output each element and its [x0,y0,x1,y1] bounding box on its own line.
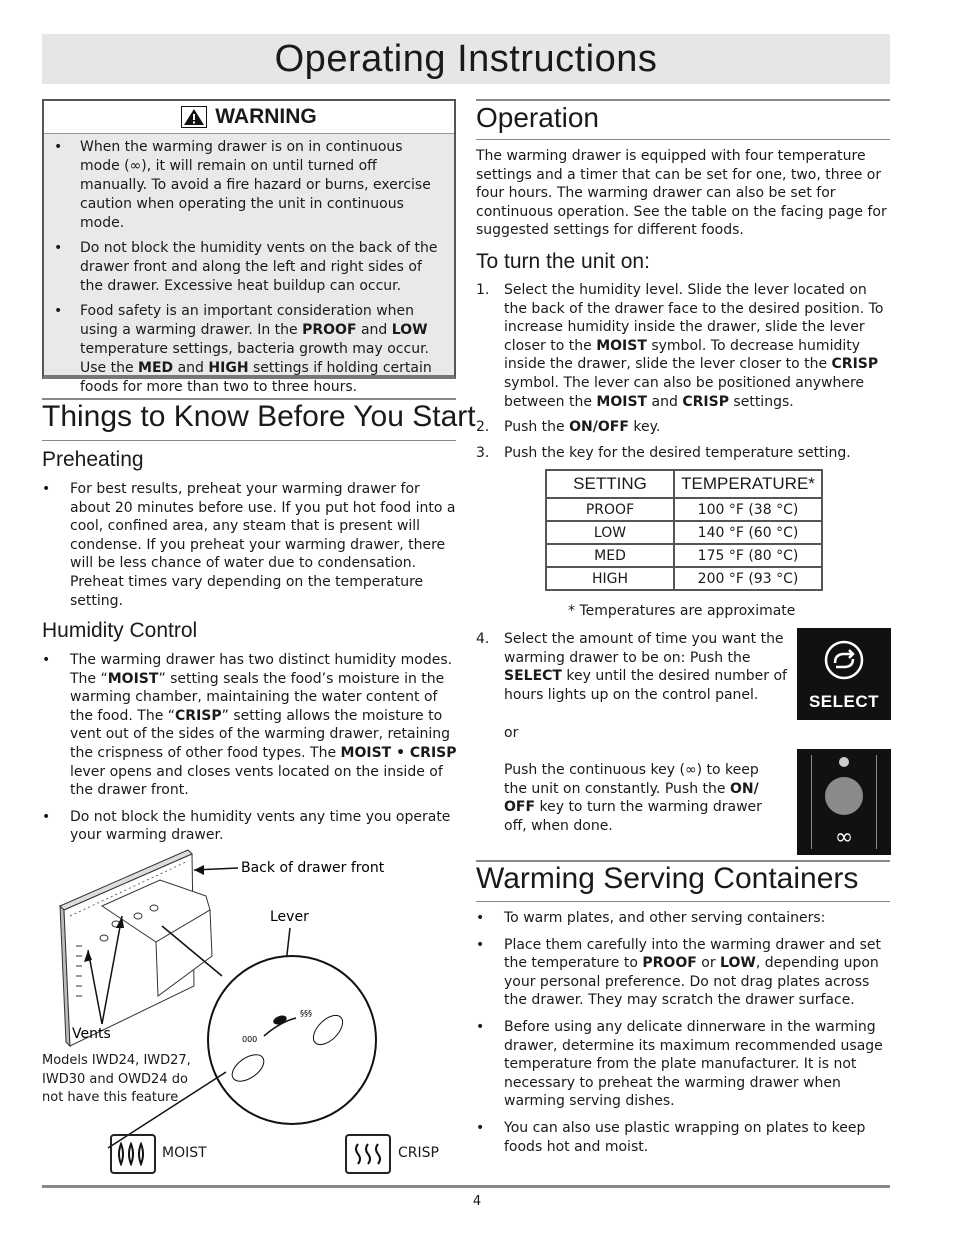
list-item [476,909,890,928]
svg-text:000: 000 [242,1035,258,1044]
table-body [546,498,822,590]
step-number: 2. [476,419,490,436]
step4-number: 4. [476,631,490,647]
moist-symbol-icon [110,1134,156,1174]
list-item [476,1018,890,1111]
text-run: key. [628,419,661,436]
turn-on-steps [476,281,890,469]
text-run: and [173,360,209,376]
list-item [476,1119,890,1156]
text-run: Push the continuous key (∞) to keep the unit on constantly. Push the [504,762,759,797]
table-cell: LOW [546,521,674,544]
bold-text: MOIST [596,393,648,410]
step-item [476,444,890,463]
text-run: Select the amount of time you want the warming drawer to be on: Push the [504,631,784,666]
text-run: Before using any delicate dinnerware in the warming drawer, determine its maximum recommended usage temperature from the plate manufacturer. It is not necessary to preheat the warming drawer when warming serving dishes. [504,1018,883,1110]
step-number: 3. [476,444,490,461]
text-run: ” setting seals the food’s moisture in the warming chamber, maintaining the water content of the food. The “ [70,670,445,724]
bold-text: CRISP [175,707,222,724]
warning-box [42,99,456,395]
table-header-temperature: TEMPERATURE* [674,470,822,498]
table-row [546,567,822,590]
text-run: Do not block the humidity vents any time you operate your warming drawer. [70,808,451,844]
bold-text: LOW [391,322,428,338]
operation-intro: The warming drawer is equipped with four temperature settings and a timer that can be set for one, two, three or four hours. The warming drawer can also be set for continuous operation. See the table on the facing page for suggested settings for different foods. [476,148,887,239]
bold-text: MOIST [596,337,647,354]
preheating-heading: Preheating [42,448,144,471]
text-run: Do not block the humidity vents on the back of the drawer front and along the left and right sides of the drawer. Excessive heat buildup can occur. [80,240,438,294]
back-of-drawer-label: Back of drawer front [241,860,385,876]
serving-heading: Warming Serving Containers [476,862,859,895]
warning-list [44,134,454,397]
list-item [52,239,446,296]
humidity-heading: Humidity Control [42,619,198,642]
bold-text: PROOF [302,322,357,338]
operation-rule [476,99,890,101]
table-cell: 100 °F (38 °C) [674,498,822,521]
table-row [546,544,822,567]
table-row [546,521,822,544]
bold-text: HIGH [208,360,249,376]
indicator-light-icon [839,757,849,767]
table-cell: HIGH [546,567,674,590]
text-run: ” setting allows the moisture to vent out of the sides of the warming drawer, retaining the crispness of other food types. The [70,707,451,761]
text-run: Push the [504,419,570,436]
text-run: For best results, preheat your warming drawer for about 20 minutes before use. If you put hot food into a cool, confined area, any steam that is present will condense. If you preheat your warming drawer, there will be less chance of water due to condensation. Preheat times vary depending on the temperature setting. [70,481,456,609]
select-key[interactable] [797,628,891,720]
warning-header [44,101,454,134]
text-run: , depending upon your personal preference. Do not drag plates across the drawer. They may scratch the drawer surface. [504,955,879,1009]
bold-text: CRISP [831,356,879,373]
warning-triangle-icon [181,106,207,128]
select-key-label: SELECT [808,692,880,711]
bold-text: ON/ OFF [504,780,759,816]
turn-on-heading: To turn the unit on: [476,250,650,273]
table-header-setting: SETTING [546,470,674,498]
text-run: Select the humidity level. Slide the lever located on the back of the drawer face to the desired position. To increase humidity inside the drawer, slide the lever closer to the [504,282,884,354]
page-number: 4 [472,1194,482,1209]
bold-text: PROOF [642,955,697,972]
text-run: key until the desired number of hours lights up on the control panel. [504,668,787,703]
table-cell: PROOF [546,498,674,521]
crisp-label: CRISP [398,1145,439,1161]
table-cell: 200 °F (93 °C) [674,567,822,590]
table-cell: 140 °F (60 °C) [674,521,822,544]
step-number: 1. [476,282,490,298]
step-item [476,281,890,411]
things-heading: Things to Know Before You Start [42,400,476,433]
preheating-list [42,480,458,618]
step4-or: or [504,725,519,741]
serving-underline [476,901,890,902]
drawer-diagram [42,846,458,1176]
bold-text: MOIST • CRISP [340,744,457,761]
vents-label: Vents [72,1026,111,1042]
lever-label: Lever [270,909,309,925]
list-item [42,808,458,845]
text-run: and [647,393,683,410]
bold-text: MED [138,360,174,376]
infinity-icon: ∞ [834,825,854,850]
step4-text [504,630,790,704]
text-run: symbol. To decrease humidity inside the drawer, slide the lever closer to the [504,337,861,373]
things-underline [42,440,456,441]
text-run: To warm plates, and other serving containers: [504,910,826,926]
text-run: symbol. The lever can also be positioned anywhere between the [504,374,865,410]
text-run: Push the key for the desired temperature setting. [504,444,851,461]
text-run: The warming drawer has two distinct humidity modes. The “ [70,652,453,687]
text-run: or [696,955,721,972]
table-cell: 175 °F (80 °C) [674,544,822,567]
text-run: Food safety is an important consideration when using a warming drawer. In the [80,303,415,338]
title-bar [42,34,890,84]
humidity-list [42,651,458,853]
list-item [42,651,458,800]
operation-heading: Operation [476,102,599,133]
list-item [52,302,446,397]
page-title: Operating Instructions [274,38,658,80]
models-note: Models IWD24, IWD27, IWD30 and OWD24 do not have this feature [42,1053,191,1105]
warning-label: WARNING [215,105,317,128]
text-run: settings. [728,393,794,410]
bold-text: SELECT [504,668,562,685]
text-run: settings if holding certain foods for more than two to three hours. [80,360,432,395]
list-item [476,936,890,1010]
continuous-key[interactable] [797,749,891,855]
bold-text: MOIST [107,670,159,687]
bold-text: CRISP [682,393,729,410]
temperature-table [545,469,823,591]
round-button-icon [825,777,863,815]
moist-label: MOIST [162,1145,207,1161]
bold-text: ON/OFF [569,419,629,436]
bold-text: LOW [720,955,756,972]
lever-detail-circle [208,956,376,1124]
text-run: and [356,322,392,338]
list-item [42,480,458,610]
footer-rule [42,1185,890,1188]
step-item [476,418,890,437]
text-run: lever opens and closes vents located on the inside of the drawer front. [70,763,443,799]
svg-text:§§§: §§§ [300,1009,312,1018]
text-run: key to turn the warming drawer off, when done. [504,799,762,834]
table-footnote: * Temperatures are approximate [568,603,796,619]
crisp-symbol-icon [345,1134,391,1174]
table-cell: MED [546,544,674,567]
operation-underline [476,139,890,140]
table-row [546,498,822,521]
list-item [52,138,446,233]
select-cycle-icon [824,640,864,680]
text-run: When the warming drawer is on in continuous mode (∞), it will remain on until turned off manually. To avoid a fire hazard or burns, exercise caution when operating the unit in continuous mode. [80,139,431,231]
text-run: You can also use plastic wrapping on plates to keep foods hot and moist. [504,1119,866,1155]
step4-continuous-text [504,761,776,835]
text-run: Place them carefully into the warming drawer and set the temperature to [504,936,882,972]
text-run: temperature settings, bacteria growth may occur. Use the [80,341,429,376]
serving-list [476,909,890,1164]
